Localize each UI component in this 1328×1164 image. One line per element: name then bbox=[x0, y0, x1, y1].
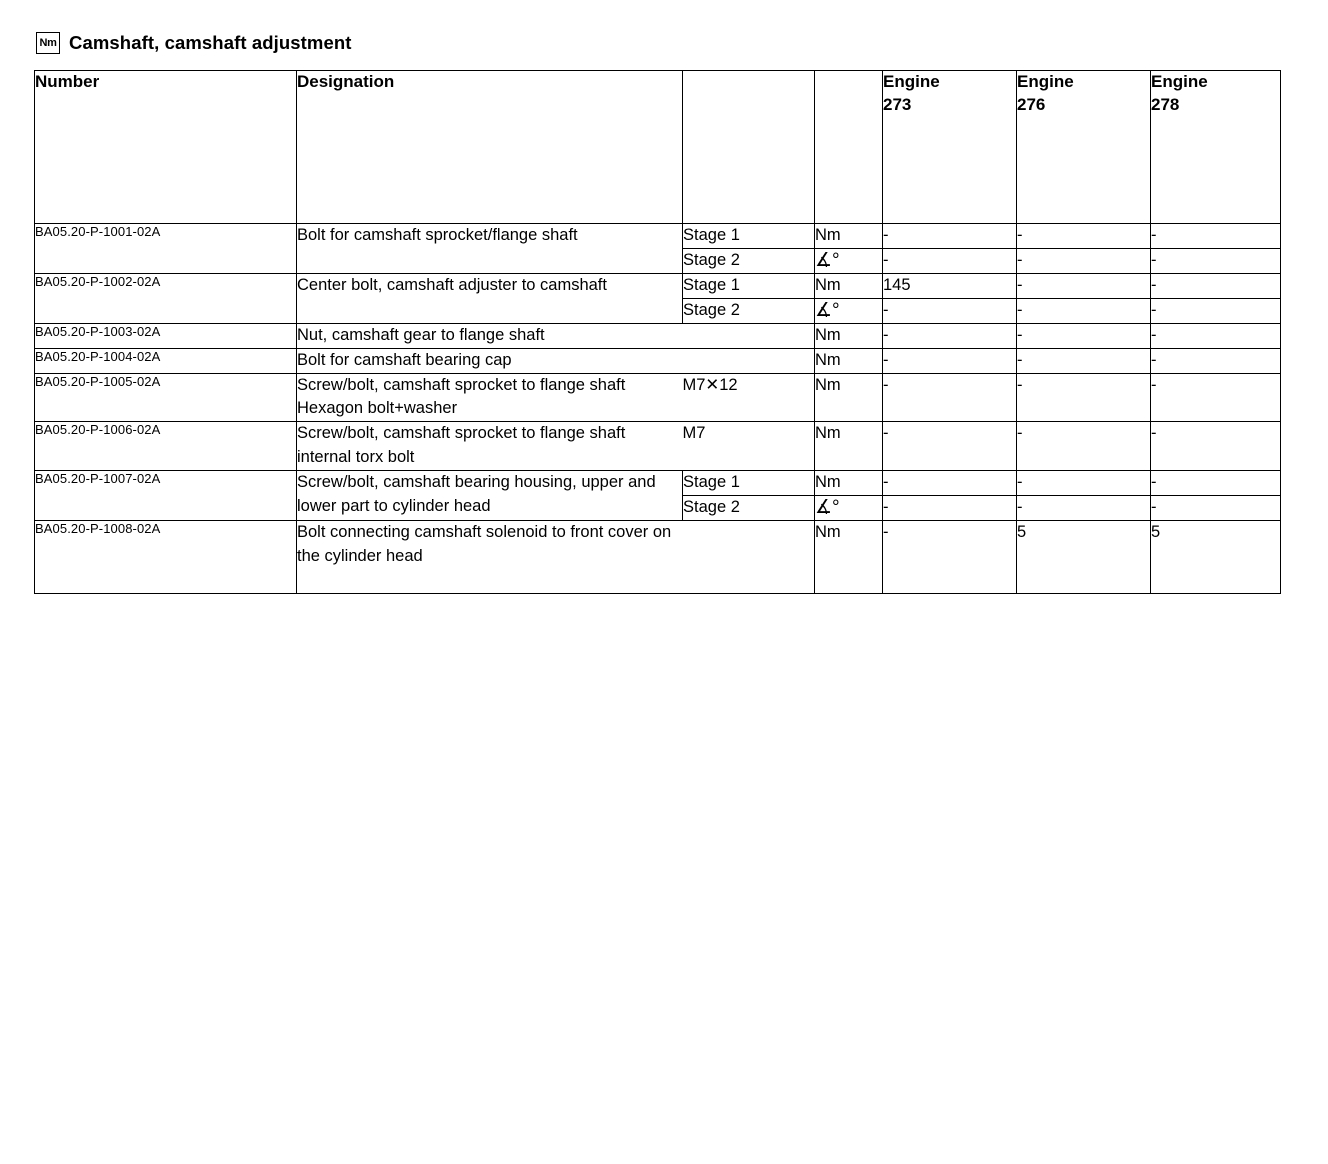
cell-number: BA05.20-P-1003-02A bbox=[35, 323, 297, 348]
header-stage bbox=[683, 71, 815, 224]
table-row bbox=[35, 471, 1281, 496]
cell-stage: Stage 1 bbox=[683, 273, 815, 298]
cell-engine-276: - bbox=[1017, 348, 1151, 373]
table-row bbox=[35, 348, 1281, 373]
cell-engine-276: - bbox=[1017, 298, 1151, 323]
cell-engine-276: - bbox=[1017, 471, 1151, 496]
cell-engine-278: - bbox=[1151, 348, 1281, 373]
cell-engine-273: - bbox=[883, 224, 1017, 249]
cell-engine-276: - bbox=[1017, 496, 1151, 521]
cell-engine-273: 145 bbox=[883, 273, 1017, 298]
cell-designation: Screw/bolt, camshaft bearing housing, upper and lower part to cylinder head bbox=[297, 471, 683, 521]
table-header-row bbox=[35, 71, 1281, 224]
cell-stage: M7✕12 bbox=[683, 373, 815, 422]
cell-unit bbox=[815, 298, 883, 323]
cell-stage bbox=[683, 323, 815, 348]
cell-engine-276: - bbox=[1017, 273, 1151, 298]
header-engine-278-line1: Engine bbox=[1151, 72, 1208, 91]
cell-number: BA05.20-P-1001-02A bbox=[35, 224, 297, 274]
cell-stage: Stage 1 bbox=[683, 471, 815, 496]
cell-engine-273: - bbox=[883, 496, 1017, 521]
header-engine-273 bbox=[883, 71, 1017, 224]
cell-unit bbox=[815, 248, 883, 273]
cell-stage: Stage 2 bbox=[683, 496, 815, 521]
cell-stage bbox=[683, 521, 815, 594]
cell-unit: Nm bbox=[815, 521, 883, 594]
cell-stage bbox=[683, 348, 815, 373]
cell-engine-276: 5 bbox=[1017, 521, 1151, 594]
header-designation: Designation bbox=[297, 71, 683, 224]
cell-engine-273: - bbox=[883, 373, 1017, 422]
cell-engine-278: - bbox=[1151, 323, 1281, 348]
header-number: Number bbox=[35, 71, 297, 224]
angle-symbol: ∡° bbox=[815, 299, 840, 321]
cell-unit: Nm bbox=[815, 224, 883, 249]
document-title-row bbox=[36, 32, 1272, 54]
table-row bbox=[35, 422, 1281, 471]
table-row bbox=[35, 273, 1281, 298]
header-engine-276 bbox=[1017, 71, 1151, 224]
header-engine-276-line2: 276 bbox=[1017, 94, 1046, 114]
cell-unit: Nm bbox=[815, 373, 883, 422]
cell-number: BA05.20-P-1006-02A bbox=[35, 422, 297, 471]
cell-designation: Screw/bolt, camshaft sprocket to flange shaft internal torx bolt bbox=[297, 422, 683, 471]
cell-stage: M7 bbox=[683, 422, 815, 471]
cell-engine-278: - bbox=[1151, 373, 1281, 422]
newton-meter-icon: Nm bbox=[36, 32, 60, 54]
torque-spec-table bbox=[34, 70, 1281, 594]
cell-engine-278: - bbox=[1151, 496, 1281, 521]
cell-engine-278: - bbox=[1151, 471, 1281, 496]
cell-engine-273: - bbox=[883, 298, 1017, 323]
cell-unit: Nm bbox=[815, 273, 883, 298]
header-unit bbox=[815, 71, 883, 224]
cell-designation: Center bolt, camshaft adjuster to camshaft bbox=[297, 273, 683, 323]
cell-engine-276: - bbox=[1017, 224, 1151, 249]
table-row bbox=[35, 224, 1281, 249]
cell-engine-278: 5 bbox=[1151, 521, 1281, 594]
cell-engine-276: - bbox=[1017, 248, 1151, 273]
cell-engine-273: - bbox=[883, 248, 1017, 273]
table-row bbox=[35, 373, 1281, 422]
cell-unit: Nm bbox=[815, 422, 883, 471]
cell-designation: Bolt connecting camshaft solenoid to front cover on the cylinder head bbox=[297, 521, 683, 594]
cell-designation: Bolt for camshaft bearing cap bbox=[297, 348, 683, 373]
page-title: Camshaft, camshaft adjustment bbox=[69, 32, 352, 53]
cell-engine-276: - bbox=[1017, 373, 1151, 422]
cell-engine-273: - bbox=[883, 422, 1017, 471]
header-engine-278-line2: 278 bbox=[1151, 94, 1180, 114]
cell-unit bbox=[815, 496, 883, 521]
cell-designation: Nut, camshaft gear to flange shaft bbox=[297, 323, 683, 348]
cell-engine-273: - bbox=[883, 471, 1017, 496]
cell-number: BA05.20-P-1007-02A bbox=[35, 471, 297, 521]
table-row bbox=[35, 323, 1281, 348]
cell-stage: Stage 2 bbox=[683, 298, 815, 323]
cell-number: BA05.20-P-1004-02A bbox=[35, 348, 297, 373]
cell-engine-273: - bbox=[883, 521, 1017, 594]
cell-engine-276: - bbox=[1017, 422, 1151, 471]
header-engine-276-line1: Engine bbox=[1017, 72, 1074, 91]
cell-engine-273: - bbox=[883, 348, 1017, 373]
cell-engine-278: - bbox=[1151, 298, 1281, 323]
cell-engine-278: - bbox=[1151, 224, 1281, 249]
cell-engine-278: - bbox=[1151, 248, 1281, 273]
cell-designation: Screw/bolt, camshaft sprocket to flange shaft Hexagon bolt+washer bbox=[297, 373, 683, 422]
cell-engine-278: - bbox=[1151, 273, 1281, 298]
cell-engine-273: - bbox=[883, 323, 1017, 348]
cell-unit: Nm bbox=[815, 471, 883, 496]
angle-symbol: ∡° bbox=[815, 249, 840, 271]
cell-engine-278: - bbox=[1151, 422, 1281, 471]
cell-number: BA05.20-P-1002-02A bbox=[35, 273, 297, 323]
cell-number: BA05.20-P-1008-02A bbox=[35, 521, 297, 594]
header-engine-273-line1: Engine bbox=[883, 72, 940, 91]
cell-engine-276: - bbox=[1017, 323, 1151, 348]
cell-unit: Nm bbox=[815, 323, 883, 348]
cell-stage: Stage 2 bbox=[683, 248, 815, 273]
cell-designation: Bolt for camshaft sprocket/flange shaft bbox=[297, 224, 683, 274]
cell-unit: Nm bbox=[815, 348, 883, 373]
cell-stage: Stage 1 bbox=[683, 224, 815, 249]
table-row bbox=[35, 521, 1281, 594]
angle-symbol: ∡° bbox=[815, 497, 840, 519]
header-engine-278 bbox=[1151, 71, 1281, 224]
cell-number: BA05.20-P-1005-02A bbox=[35, 373, 297, 422]
header-engine-273-line2: 273 bbox=[883, 94, 912, 114]
